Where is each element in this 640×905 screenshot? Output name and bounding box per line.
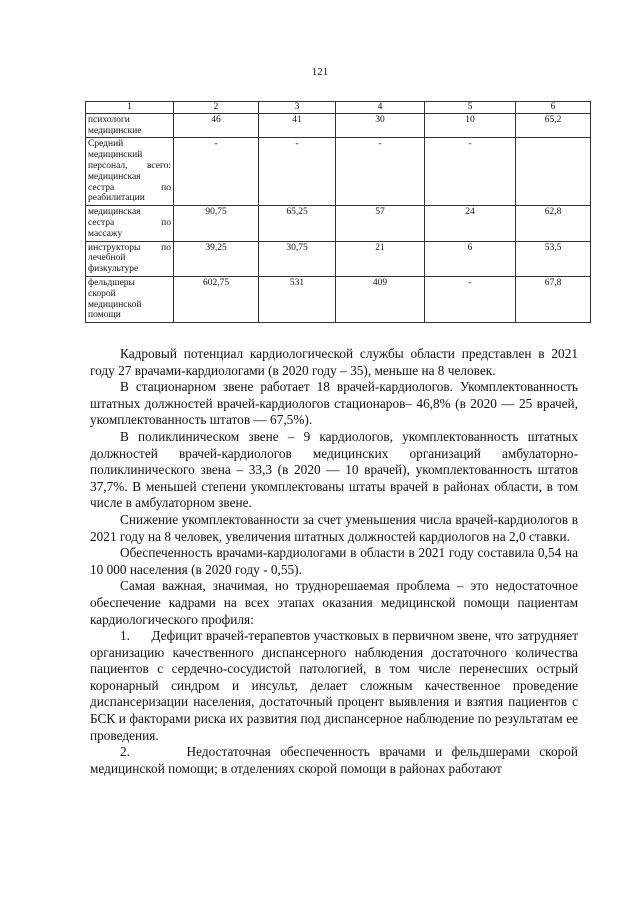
paragraph: В стационарном звене работает 18 врачей-кардиологов. Укомплектованность штатных должностей врачей-кардиологов стационаров– 46,8% (в 2020 — 25 врачей, укомплектованность штатов — 67,5%). (90, 379, 578, 428)
value-cell: 21 (336, 241, 425, 276)
row-label-line: массажу (88, 228, 123, 239)
value-cell: 30 (336, 113, 425, 138)
row-label-cell (86, 113, 174, 138)
value-cell: 409 (336, 276, 425, 322)
list-item (90, 744, 578, 777)
row-label-cell (86, 138, 174, 206)
table-row (86, 241, 591, 276)
row-label-line: медицинской (88, 299, 142, 310)
value-cell: 46 (174, 113, 259, 138)
staffing-table (85, 101, 591, 323)
list-item-text: Недостаточная обеспеченность врачами и фельдшерами скорой медицинской помощи; в отделениях скорой помощи в районах работают (90, 744, 579, 776)
row-label-line: психологи (88, 114, 130, 125)
header-cell: 5 (425, 102, 516, 114)
header-cell: 6 (516, 102, 591, 114)
value-cell: 6 (425, 241, 516, 276)
row-label-line: инструкторы по (88, 242, 171, 253)
row-label-line: сестра по (88, 217, 171, 228)
value-cell: 62,8 (516, 206, 591, 241)
paragraph: Снижение укомплектованности за счет уменьшения числа врачей-кардиологов в 2021 году на 8 человек, увеличения штатных должностей кардиологов на 2,0 ставки. (90, 511, 578, 544)
header-cell: 1 (86, 102, 174, 114)
value-cell: - (174, 138, 259, 206)
value-cell: - (259, 138, 336, 206)
value-cell: - (425, 276, 516, 322)
value-cell: 65,2 (516, 113, 591, 138)
value-cell: 41 (259, 113, 336, 138)
row-label-line: лечебной (88, 253, 126, 264)
table-header-row (86, 102, 591, 114)
row-label-line: Средний (88, 139, 124, 150)
value-cell: 10 (425, 113, 516, 138)
paragraph: Кадровый потенциал кардиологической службы области представлен в 2021 году 27 врачами-кардиологами (в 2020 году – 35), меньше на 8 человек. (90, 346, 578, 378)
row-label-line: медицинская (88, 171, 141, 182)
value-cell: 602,75 (174, 276, 259, 322)
row-label-line: персонал, всего: (88, 160, 171, 171)
table-row (86, 138, 591, 206)
paragraph: В поликлиническом звене – 9 кардиологов, укомплектованность штатных должностей врачей-кардиологов медицинских организаций амбулаторно-поликлинического звена – 33,3 (в 2020 — 10 врачей), укомплектованность штатов 37,7%. В меньшей степени укомплектованы штаты врачей в районах области, в том числе в амбулаторном звене. (90, 428, 578, 511)
row-label-line: медицинский (88, 150, 143, 161)
row-label-line: фельдшеры (88, 277, 135, 288)
list-item (90, 628, 578, 744)
list-item-number: 2. (120, 744, 130, 760)
paragraph: Самая важная, значимая, но труднорешаемая проблема – это недостаточное обеспечение кадрами на всех этапах оказания медицинской помощи пациентам кардиологического профиля: (90, 578, 578, 627)
row-label-cell (86, 206, 174, 241)
header-cell: 2 (174, 102, 259, 114)
value-cell: 39,25 (174, 241, 259, 276)
row-label-cell (86, 276, 174, 322)
list-item-text: Дефицит врачей-терапевтов участковых в первичном звене, что затрудняет организацию качественного диспансерного наблюдения достаточного количества пациентов с сердечно-сосудистой патологией, в том числе перенесших острый коронарный синдром и инсульт, делает сложным качественное проведение диспансеризации населения, достаточный процент выявления и взятия пациентов с БСК и факторами риска их развития под диспансерное наблюдение по результатам ее проведения. (90, 628, 579, 743)
value-cell: 24 (425, 206, 516, 241)
page-number: 121 (311, 66, 329, 78)
value-cell: 90,75 (174, 206, 259, 241)
table-row (86, 206, 591, 241)
row-label-line: скорой (88, 288, 116, 299)
value-cell: 57 (336, 206, 425, 241)
value-cell: - (425, 138, 516, 206)
row-label-line: сестра по (88, 182, 171, 193)
value-cell: 30,75 (259, 241, 336, 276)
row-label-cell (86, 241, 174, 276)
value-cell: 53,5 (516, 241, 591, 276)
header-cell: 3 (259, 102, 336, 114)
value-cell: 65,25 (259, 206, 336, 241)
list-item-number: 1. (120, 628, 130, 644)
table-row (86, 113, 591, 138)
row-label-line: медицинская (88, 207, 141, 218)
body-text (90, 346, 578, 777)
value-cell: 531 (259, 276, 336, 322)
row-label-line: физкультуре (88, 264, 139, 275)
value-cell (516, 138, 591, 206)
row-label-line: реабилитации (88, 193, 145, 204)
row-label-line: медицинские (88, 125, 142, 136)
row-label-line: помощи (88, 310, 121, 321)
value-cell: - (336, 138, 425, 206)
paragraph: Обеспеченность врачами-кардиологами в области в 2021 году составила 0,54 на 10 000 населения (в 2020 году - 0,55). (90, 545, 578, 577)
table-row (86, 276, 591, 322)
header-cell: 4 (336, 102, 425, 114)
value-cell: 67,8 (516, 276, 591, 322)
